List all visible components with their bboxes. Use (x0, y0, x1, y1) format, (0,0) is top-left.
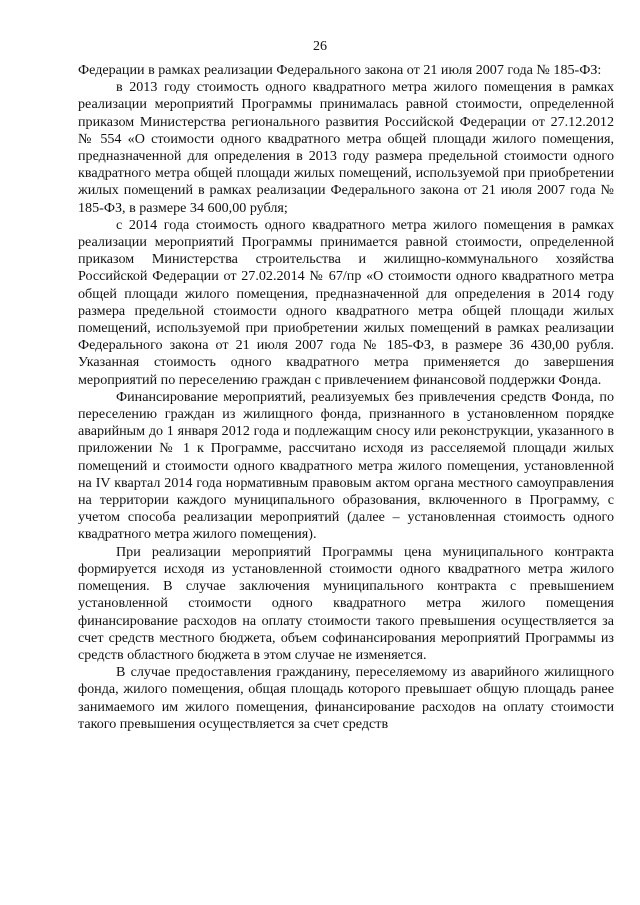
page-number: 26 (313, 39, 327, 54)
document-body (78, 62, 614, 733)
paragraph-2014-cost: с 2014 года стоимость одного квадратного метра жилого помещения в рамках реализации мероприятий Программы принимается равной стоимости, определенной приказом Министерства строительства и жилищно-коммунального хозяйства Российской Федерации от 27.02.2014 № 67/пр «О стоимости одного квадратного метра общей площади жилого помещения, предназначенной для определения в 2014 году размера предельной стоимости одного квадратного метра общей площади жилых помещений, используемой при приобретении жилых помещений в рамках реализации Федерального закона от 21 июля 2007 года № 185-ФЗ, в размере 36 430,00 рубля. Указанная стоимость одного квадратного метра применяется до завершения мероприятий по переселению граждан с привлечением финансовой поддержки Фонда. (78, 216, 614, 388)
paragraph-contract-price: При реализации мероприятий Программы цена муниципального контракта формируется исходя из установленной стоимости одного квадратного метра жилого помещения. В случае заключения муниципального контракта с превышением установленной стоимости одного квадратного метра жилого помещения финансирование расходов на оплату стоимости такого превышения осуществляется за счет средств местного бюджета, объем софинансирования мероприятий Программы из средств областного бюджета в этом случае не изменяется. (78, 543, 614, 663)
paragraph-financing: Финансирование мероприятий, реализуемых без привлечения средств Фонда, по переселению граждан из жилищного фонда, признанного в установленном порядке аварийным до 1 января 2012 года и подлежащим сносу или реконструкции, указанного в приложении № 1 к Программе, рассчитано исходя из расселяемой площади жилых помещений и стоимости одного квадратного метра жилого помещения, установленной на IV квартал 2014 года нормативным правовым актом органа местного самоуправления на территории каждого муниципального образования, включенного в Программу, с учетом способа реализации мероприятий (далее – установленная стоимость одного квадратного метра жилого помещения). (78, 388, 614, 543)
paragraph-area-excess: В случае предоставления гражданину, переселяемому из аварийного жилищного фонда, жилого помещения, общая площадь которого превышает общую площадь ранее занимаемого им жилого помещения, финансирование расходов на оплату стоимости такого превышения осуществляется за счет средств (78, 664, 614, 732)
paragraph-continuation: Федерации в рамках реализации Федерального закона от 21 июля 2007 года № 185-ФЗ: (78, 62, 602, 78)
paragraph-2013-cost: в 2013 году стоимость одного квадратного метра жилого помещения в рамках реализации мероприятий Программы принималась равной стоимости, определенной приказом Министерства регионального развития Российской Федерации от 27.12.2012 № 554 «О стоимости одного квадратного метра общей площади жилого помещения, предназначенной для определения в 2013 году размера предельной стоимости одного квадратного метра общей площади жилых помещений, используемой при приобретении жилых помещений в рамках реализации Федерального закона от 21 июля 2007 года № 185-ФЗ, в размере 34 600,00 рубля; (78, 79, 614, 216)
